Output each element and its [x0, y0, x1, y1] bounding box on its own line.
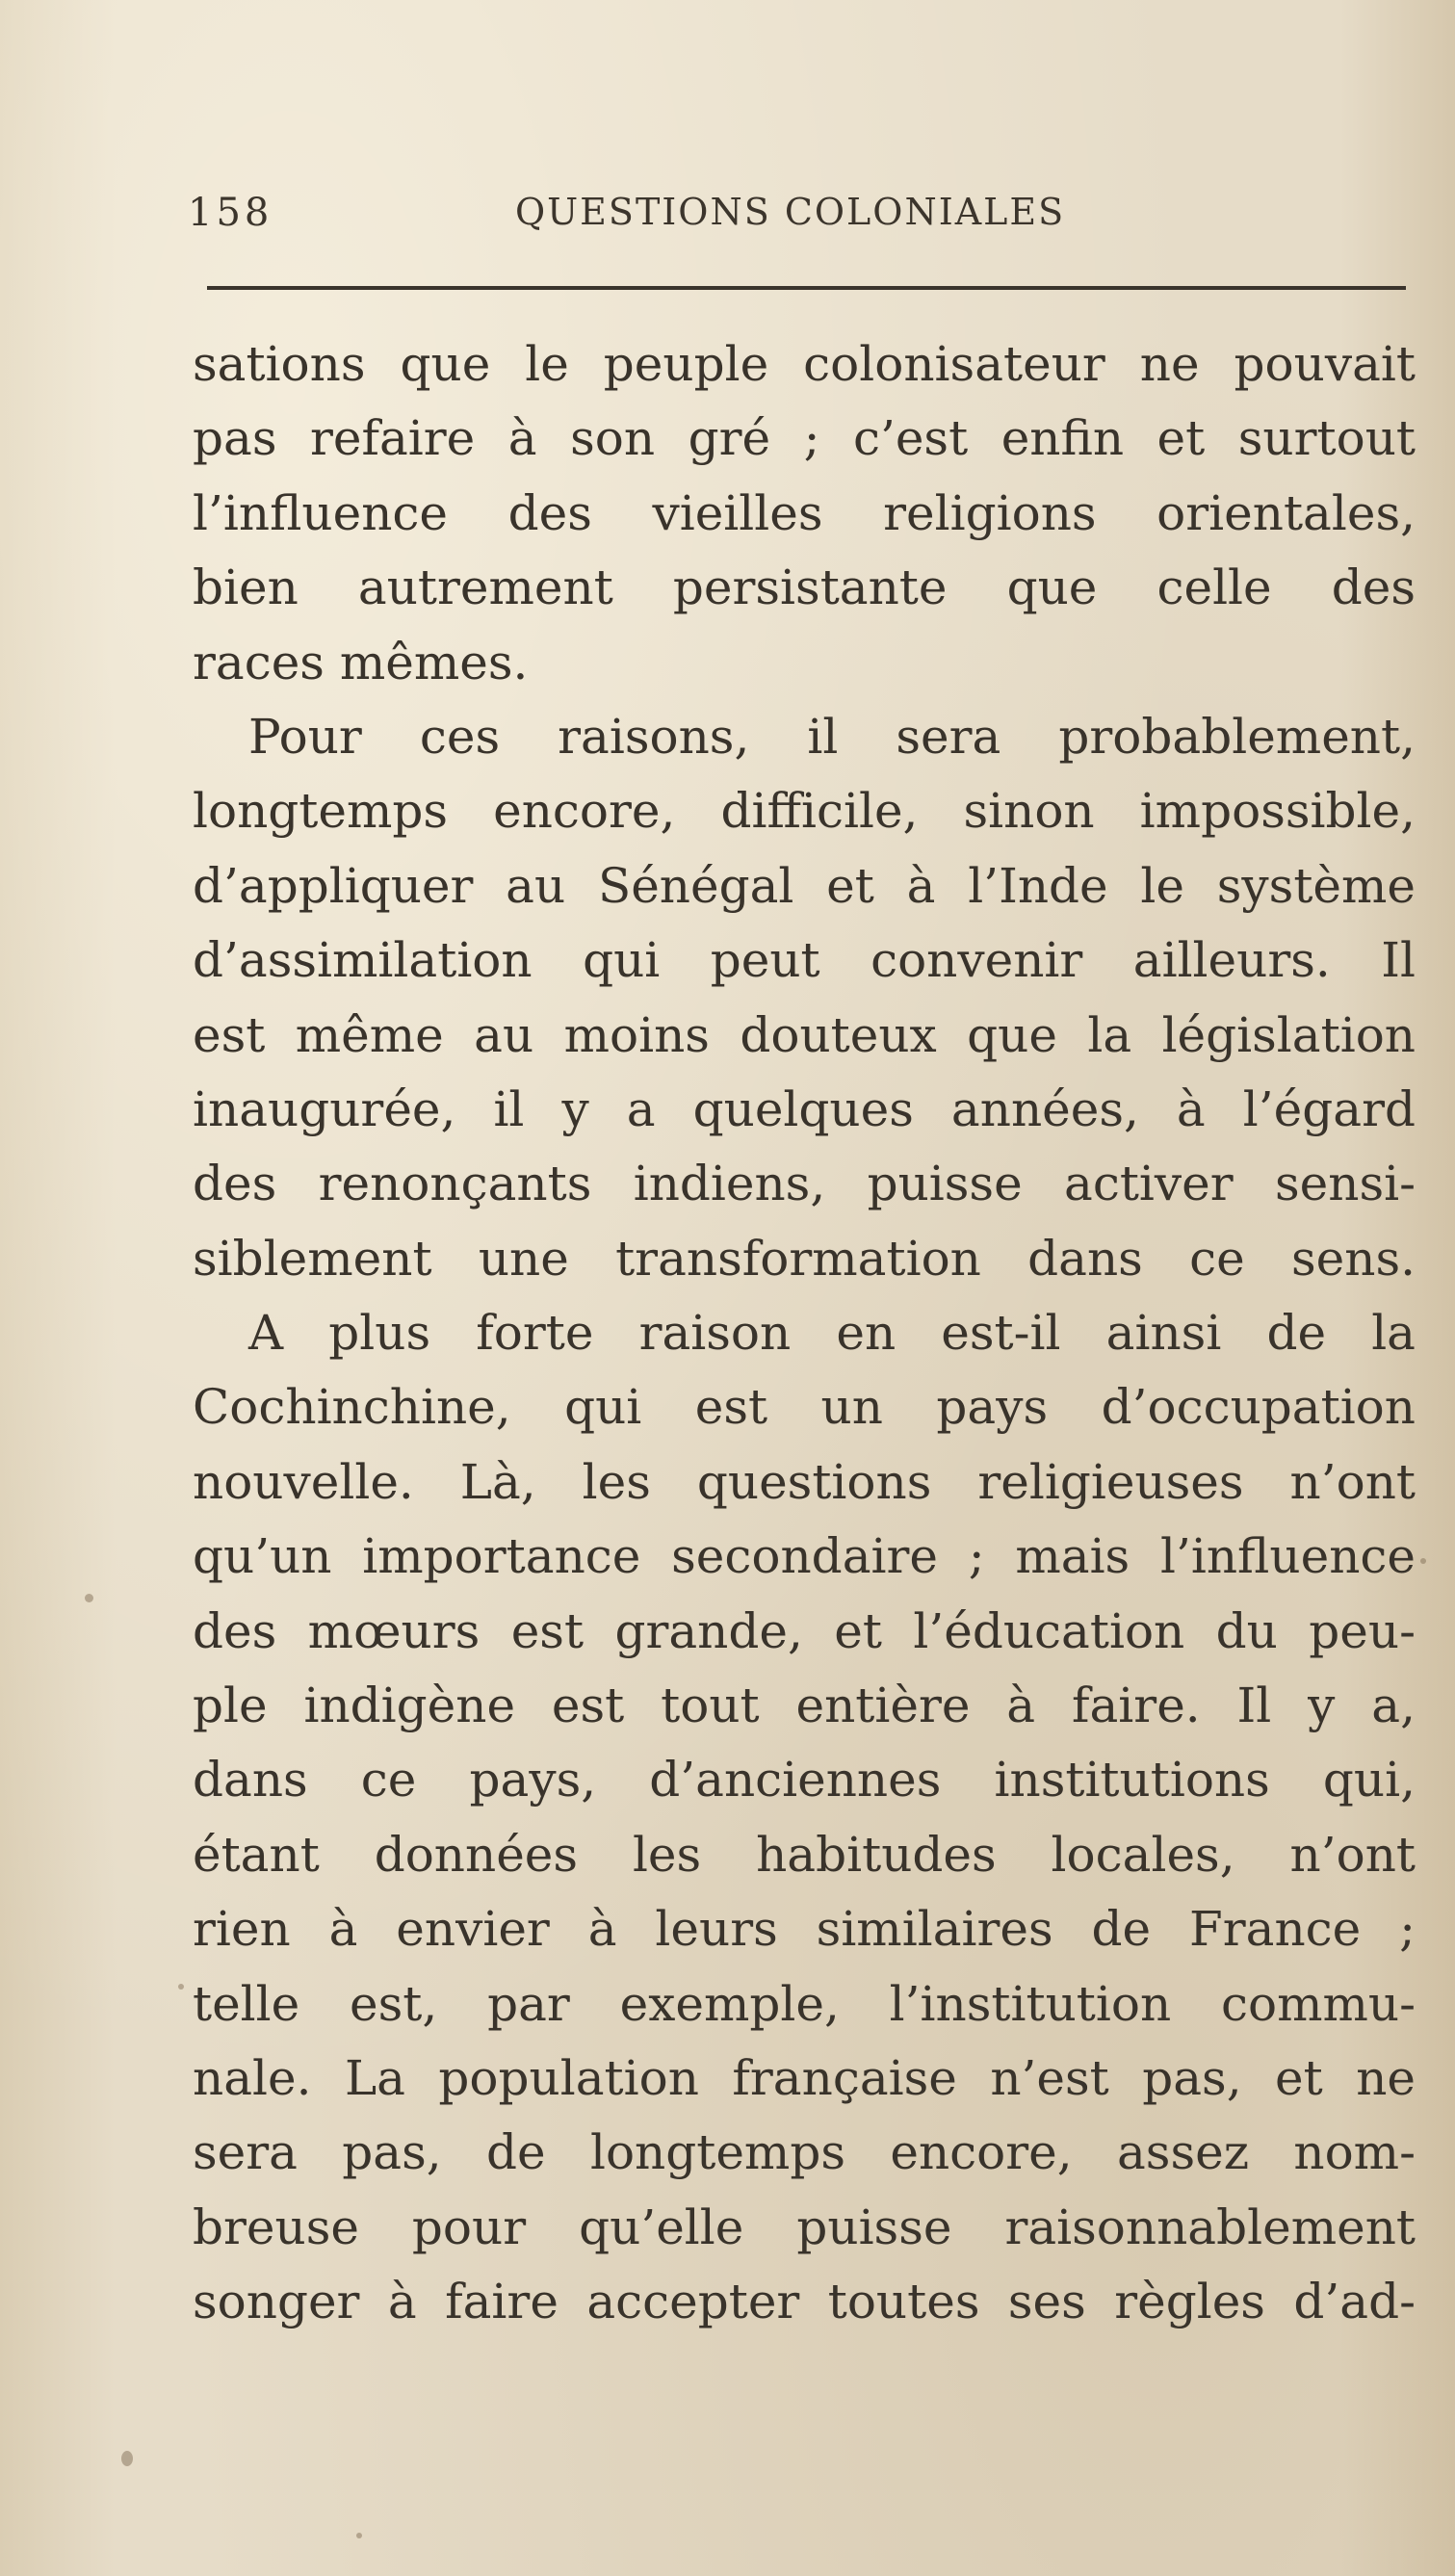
page-header — [188, 191, 1406, 248]
text-line: sera pas, de longtemps encore, assez nom- — [193, 2124, 1416, 2181]
text-line: sations que le peuple colonisateur ne pouvait — [193, 336, 1416, 392]
text-line: étant données les habitudes locales, n’ont — [193, 1826, 1416, 1883]
text-line: songer à faire accepter toutes ses règles d’ad- — [193, 2274, 1416, 2330]
text-line: siblement une transformation dans ce sens. — [193, 1230, 1416, 1287]
text-line: des renonçants indiens, puisse activer sensi- — [193, 1156, 1416, 1212]
text-line: inaugurée, il y a quelques années, à l’égard — [193, 1080, 1416, 1137]
text-line: est même au moins douteux que la législation — [193, 1006, 1416, 1063]
paper-speck — [178, 1984, 184, 1990]
paper-speck — [121, 2451, 133, 2466]
text-line: des mœurs est grande, et l’éducation du peu- — [193, 1602, 1416, 1659]
paper-speck — [1420, 1558, 1426, 1564]
body-text — [193, 327, 1416, 2340]
text-line: d’assimilation qui peut convenir ailleurs. Il — [193, 932, 1416, 989]
paragraph-start-line: Pour ces raisons, il sera probablement, — [248, 708, 1416, 765]
text-line: breuse pour qu’elle puisse raisonnablement — [193, 2199, 1416, 2255]
text-line: nale. La population française n’est pas, et ne — [193, 2049, 1416, 2106]
running-title: QUESTIONS COLONIALES — [515, 191, 1066, 233]
text-line: pas refaire à son gré ; c’est enfin et surtout — [193, 410, 1416, 467]
text-line: Cochinchine, qui est un pays d’occupation — [193, 1379, 1416, 1436]
text-line: races mêmes. — [193, 634, 529, 690]
text-line: nouvelle. Là, les questions religieuses n’ont — [193, 1453, 1416, 1510]
page-number: 158 — [188, 191, 273, 235]
paper-speck — [85, 1594, 93, 1602]
text-line: l’influence des vieilles religions orientales, — [193, 484, 1416, 541]
text-line: longtemps encore, difficile, sinon impossible, — [193, 783, 1416, 840]
paragraph-start-line: A plus forte raison en est-il ainsi de la — [248, 1305, 1416, 1362]
text-line: ple indigène est tout entière à faire. Il y a, — [193, 1678, 1416, 1734]
text-line: d’appliquer au Sénégal et à l’Inde le système — [193, 857, 1416, 914]
header-rule — [207, 286, 1406, 290]
paper-speck — [356, 2533, 362, 2538]
text-line: rien à envier à leurs similaires de France ; — [193, 1901, 1416, 1958]
text-line: bien autrement persistante que celle des — [193, 559, 1416, 616]
text-line: qu’un importance secondaire ; mais l’influence — [193, 1528, 1416, 1585]
text-line: dans ce pays, d’anciennes institutions qui, — [193, 1752, 1416, 1808]
text-line: telle est, par exemple, l’institution commu- — [193, 1975, 1416, 2032]
